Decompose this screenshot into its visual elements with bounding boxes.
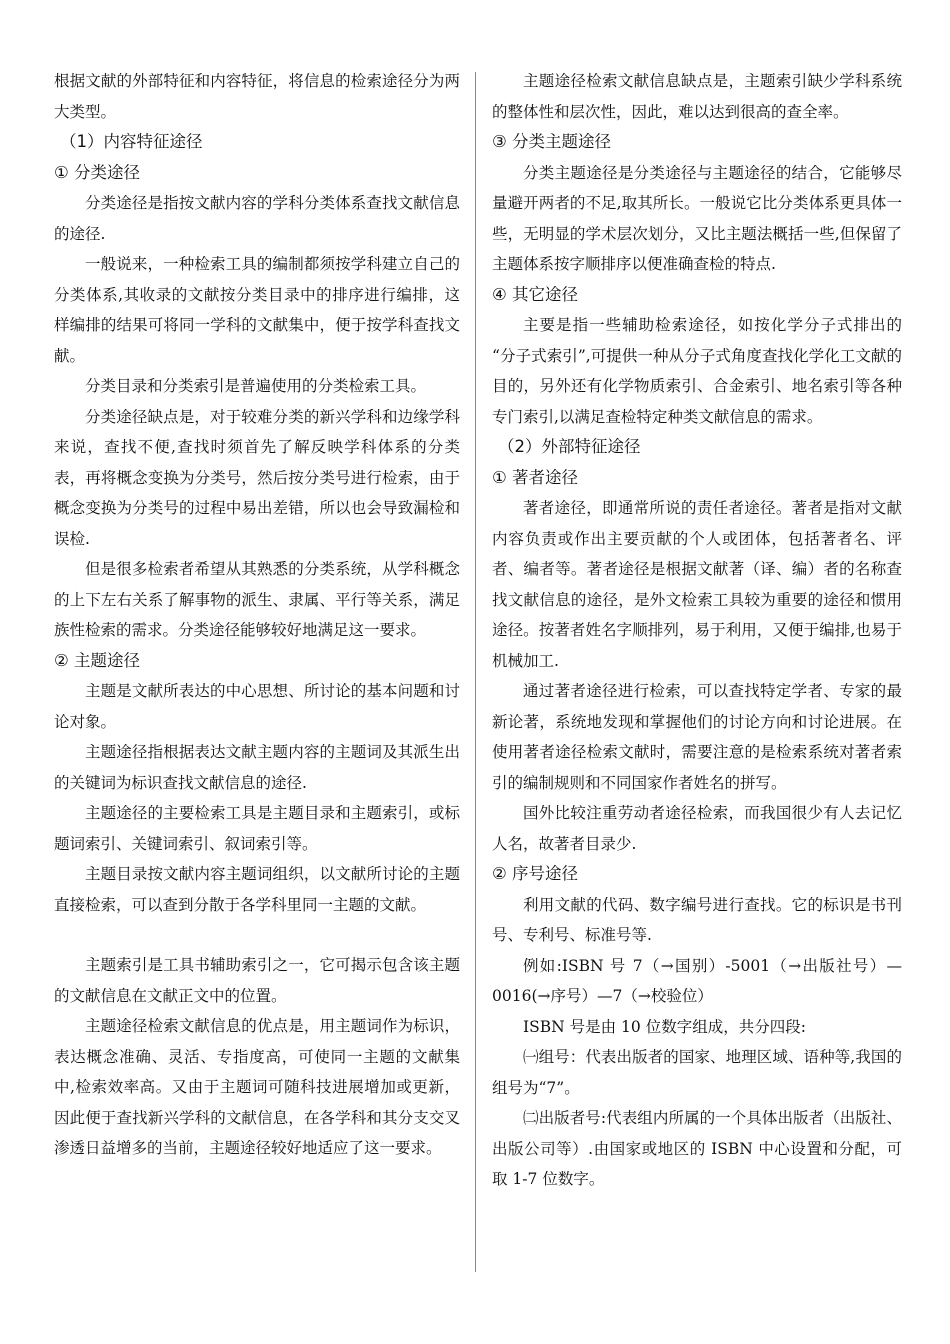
paragraph: 一般说来，一种检索工具的编制都须按学科建立自己的分类体系,其收录的文献按分类目录中的排序进行编排，这样编排的结果可将同一学科的文献集中，便于按学科查找文献。 xyxy=(54,255,460,365)
section-heading: （2）外部特征途径 xyxy=(498,437,641,456)
paragraph: 主题目录按文献内容主题词组织，以文献所讨论的主题直接检索，可以查到分散于各学科里同一主题的文献。 xyxy=(54,865,460,914)
subsection-heading: ① 著者途径 xyxy=(492,467,579,487)
paragraph: 分类主题途径是分类途径与主题途径的结合，它能够尽量避开两者的不足,取其所长。一般说它比分类体系更具体一些，无明显的学术层次划分，又比主题法概括一些,但保留了主题体系按字顺排序以便准确查检的特点. xyxy=(492,163,902,273)
section-heading: （1）内容特征途径 xyxy=(60,132,203,151)
paragraph: 主要是指一些辅助检索途径，如按化学分子式排出的 “分子式索引”,可提供一种从分子式角度查找化学化工文献的目的，另外还有化学物质索引、合金索引、地名索引等各种专门索引,以满足查检特定种类文献信息的需求。 xyxy=(492,316,902,426)
paragraph: 例如:ISBN 号 7（→国别）-5001（→出版社号）—0016(→序号）—7（→校验位） xyxy=(492,956,902,1005)
paragraph: 根据文献的外部特征和内容特征，将信息的检索途径分为两大类型。 xyxy=(54,72,460,121)
paragraph: 通过著者途径进行检索，可以查找特定学者、专家的最新论著，系统地发现和掌握他们的讨论方向和讨论进展。在使用著者途径检索文献时，需要注意的是检索系统对著者索引的编制规则和不同国家作者姓名的拼写。 xyxy=(492,682,902,792)
paragraph: 著者途径，即通常所说的责任者途径。著者是指对文献内容负责或作出主要贡献的个人或团体，包括著者名、评者、编者等。著者途径是根据文献著（译、编）者的名称查找文献信息的途径，是外文检索工具较为重要的途径和惯用途径。按著者姓名字顺排列，易于利用，又便于编排,也易于机械加工. xyxy=(492,499,902,670)
paragraph: ISBN 号是由 10 位数字组成，共分四段: xyxy=(523,1017,806,1036)
subsection-heading: ③ 分类主题途径 xyxy=(492,132,612,151)
paragraph: 分类目录和分类索引是普遍使用的分类检索工具。 xyxy=(85,377,427,395)
paragraph: 主题途径指根据表达文献主题内容的主题词及其派生出的关键词为标识查找文献信息的途径. xyxy=(54,743,460,792)
paragraph: 但是很多检索者希望从其熟悉的分类系统，从学科概念的上下左右关系了解事物的派生、隶属、平行等关系，满足族性检索的需求。分类途径能够较好地满足这一要求。 xyxy=(54,560,460,639)
right-column xyxy=(492,66,902,1195)
paragraph: 分类途径缺点是，对于较难分类的新兴学科和边缘学科来说，查找不便,查找时须首先了解反映学科体系的分类表，再将概念变换为分类号，然后按分类号进行检索，由于概念变换为分类号的过程中易出差错，所以也会导致漏检和误检. xyxy=(54,407,460,548)
subsection-heading: ④ 其它途径 xyxy=(492,284,579,304)
subsection-heading: ② 主题途径 xyxy=(54,650,141,670)
blank-line xyxy=(54,920,460,950)
paragraph: ㈡出版者号:代表组内所属的一个具体出版者（出版社、出版公司等）.由国家或地区的 ISBN 中心设置和分配，可取 1-7 位数字。 xyxy=(492,1109,902,1188)
subsection-heading: ① 分类途径 xyxy=(54,162,141,182)
paragraph: 主题途径的主要检索工具是主题目录和主题索引，或标题词索引、关键词索引、叙词索引等。 xyxy=(54,804,460,853)
subsection-heading: ② 序号途径 xyxy=(492,864,579,883)
column-divider xyxy=(475,72,476,1272)
paragraph: 主题途径检索文献信息缺点是，主题索引缺少学科系统的整体性和层次性，因此，难以达到很高的查全率。 xyxy=(492,72,902,121)
paragraph: ㈠组号：代表出版者的国家、地理区域、语种等,我国的组号为“7”。 xyxy=(492,1048,902,1097)
left-column xyxy=(54,66,460,1164)
paragraph: 主题是文献所表达的中心思想、所讨论的基本问题和讨论对象。 xyxy=(54,682,460,731)
paragraph: 国外比较注重劳动者途径检索，而我国很少有人去记忆人名，故著者目录少. xyxy=(492,804,902,853)
paragraph: 分类途径是指按文献内容的学科分类体系查找文献信息的途径. xyxy=(54,194,460,243)
paragraph: 利用文献的代码、数字编号进行查找。它的标识是书刊号、专利号、标准号等. xyxy=(492,895,902,944)
paragraph: 主题途径检索文献信息的优点是，用主题词作为标识，表达概念准确、灵活、专指度高，可使同一主题的文献集中,检索效率高。又由于主题词可随科技进展增加或更新，因此便于查找新兴学科的文献信息，在各学科和其分支交叉渗透日益增多的当前，主题途径较好地适应了这一要求。 xyxy=(54,1017,460,1157)
paragraph: 主题索引是工具书辅助索引之一，它可揭示包含该主题的文献信息在文献正文中的位置。 xyxy=(54,956,460,1005)
